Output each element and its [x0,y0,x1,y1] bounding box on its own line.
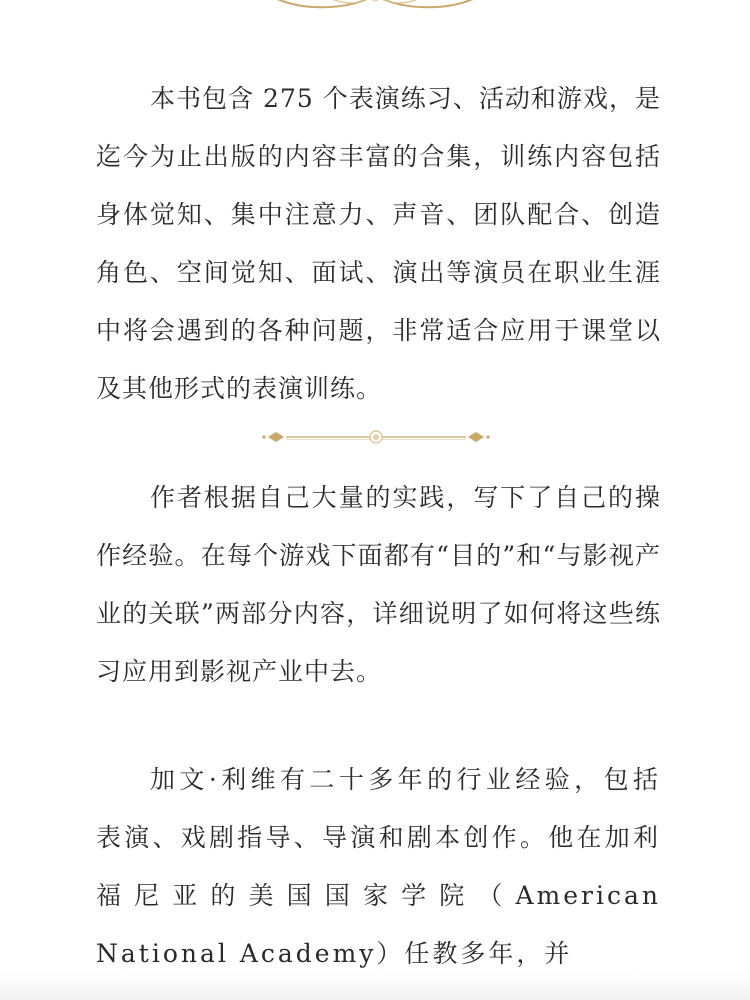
gold-diamond-divider-icon [262,427,490,447]
bottom-fade [0,972,750,1000]
author-bio-paragraph: 加文·利维有二十多年的行业经验，包括表演、戏剧指导、导演和剧本创作。他在加利福尼亚的美国国家学院（American National Academy）任教多年，并 [96,765,661,968]
method-paragraph: 作者根据自己大量的实践，写下了自己的操作经验。在每个游戏下面都有“目的”和“与影视产业的关联”两部分内容，详细说明了如何将这些练习应用到影视产业中去。 [96,483,661,686]
gold-scroll-ornament-icon [265,0,485,14]
intro-paragraph: 本书包含 275 个表演练习、活动和游戏，是迄今为止出版的内容丰富的合集，训练内容包括身体觉知、集中注意力、声音、团队配合、创造角色、空间觉知、面试、演出等演员在职业生涯中将会遇到的各种问题，非常适合应用于课堂以及其他形式的表演训练。 [96,84,661,403]
